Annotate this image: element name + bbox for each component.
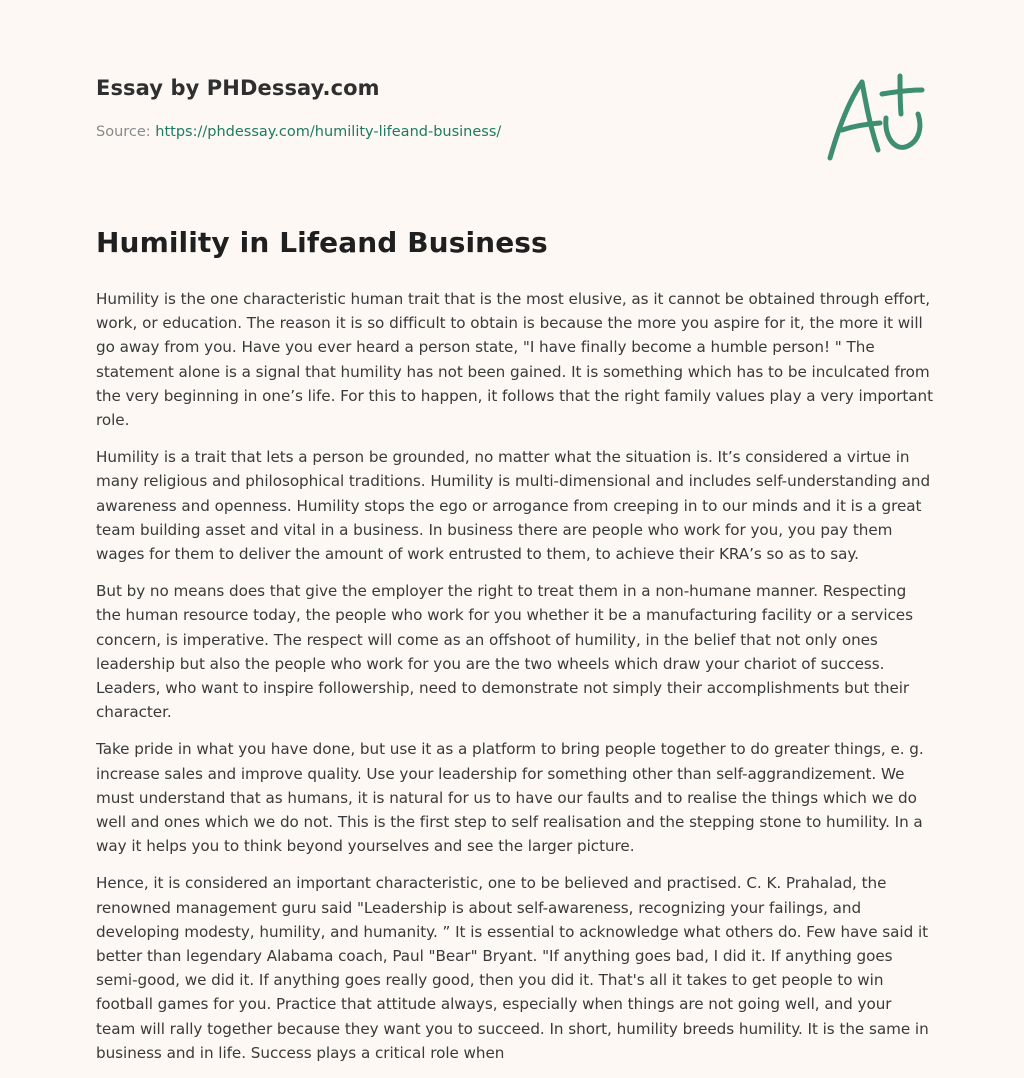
source-label: Source: — [96, 124, 151, 140]
essay-title: Humility in Lifeand Business — [96, 226, 548, 259]
source-link[interactable]: https://phdessay.com/humility-lifeand-business/ — [155, 124, 502, 140]
essay-paragraph-4: Take pride in what you have done, but use it as a platform to bring people together to do greater things, e. g. increase sales and improve quality. Use your leadership for something other than self-aggrandizement. We must understand that as humans, it is natural for us to have our faults and to realise the things which we do well and ones which we do not. This is the first step to self realisation and the stepping stone to humility. In a way it helps you to think beyond yourselves and see the larger picture. — [96, 740, 924, 856]
source-line — [96, 124, 501, 140]
a-plus-logo-icon — [820, 68, 930, 164]
essay-paragraph-1: Humility is the one characteristic human trait that is the most elusive, as it cannot be obtained through effort, work, or education. The reason it is so difficult to obtain is because the more you aspire for it, the more it will go away from you. Have you ever heard a person state, "I have finally become a humble person! " The statement alone is a signal that humility has not been gained. It is something which has to be inculcated from the very beginning in one’s life. For this to happen, it follows that the right family values play a very important role. — [96, 290, 934, 430]
essay-paragraph-5: Hence, it is considered an important characteristic, one to be believed and practised. C. K. Prahalad, the renowned management guru said "Leadership is about self-awareness, recognizing your failings, and developing modesty, humility, and humanity. ” It is essential to acknowledge what others do. Few have said it better than legendary Alabama coach, Paul "Bear" Bryant. "If anything goes bad, I did it. If anything goes semi-good, we did it. If anything goes really good, then you did it. That's all it takes to get people to win football games for you. Practice that attitude always, especially when things are not going well, and your team will rally together because they want you to succeed. In short, humility breeds humility. It is the same in business and in life. Success plays a critical role when — [96, 874, 929, 1062]
essay-paragraph-2: Humility is a trait that lets a person be grounded, no matter what the situation is. It’s considered a virtue in many religious and philosophical traditions. Humility is multi-dimensional and includes self-understanding and awareness and openness. Humility stops the ego or arrogance from creeping in to our minds and it is a great team building asset and vital in a business. In business there are people who work for you, you pay them wages for them to deliver the amount of work entrusted to them, to achieve their KRA’s so as to say. — [96, 448, 931, 564]
site-brand: Essay by PHDessay.com — [96, 76, 380, 100]
essay-paragraph-3: But by no means does that give the employer the right to treat them in a non-humane manner. Respecting the human resource today, the people who work for you whether it be a manufacturing facility or a services concern, is imperative. The respect will come as an offshoot of humility, in the belief that not only ones leadership but also the people who work for you are the two wheels which draw your chariot of success. Leaders, who want to inspire followership, need to demonstrate not simply their accomplishments but their character. — [96, 582, 913, 722]
essay-body — [96, 287, 934, 1078]
